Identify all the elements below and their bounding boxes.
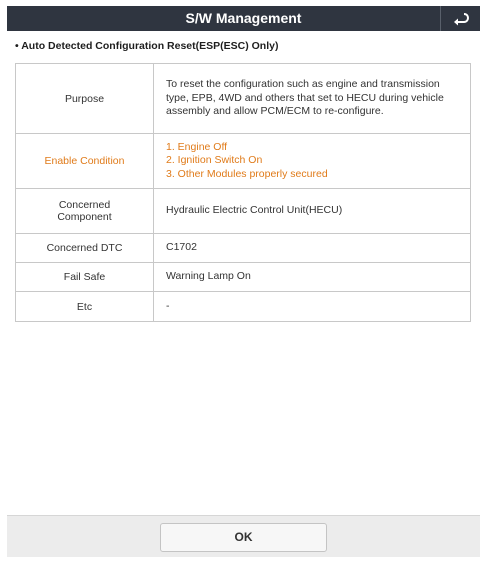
enable-condition-item: 1. Engine Off	[166, 140, 228, 153]
concerned-component-label-line2: Component	[57, 211, 112, 223]
table-row-fail-safe	[16, 263, 471, 292]
return-arrow-icon	[452, 12, 470, 26]
enable-condition-value	[154, 134, 471, 189]
footer-bar	[7, 515, 480, 557]
fail-safe-value: Warning Lamp On	[154, 263, 471, 292]
table-row-purpose	[16, 64, 471, 134]
fail-safe-label: Fail Safe	[16, 263, 154, 292]
enable-condition-item: 3. Other Modules properly secured	[166, 167, 328, 180]
concerned-component-value: Hydraulic Electric Control Unit(HECU)	[154, 189, 471, 234]
page-title: S/W Management	[185, 10, 302, 26]
table-row-enable-condition	[16, 134, 471, 189]
concerned-component-label	[16, 189, 154, 234]
back-button[interactable]	[440, 6, 480, 31]
enable-condition-item: 2. Ignition Switch On	[166, 154, 263, 167]
table-row-concerned-component	[16, 189, 471, 234]
concerned-component-label-line1: Concerned	[58, 199, 111, 211]
purpose-value: To reset the configuration such as engine and transmission type, EPB, 4WD and others that set to HECU during vehicle assembly and allow PCM/ECM to re-configure.	[154, 64, 471, 134]
info-table	[15, 63, 471, 322]
enable-condition-label: Enable Condition	[16, 134, 154, 189]
purpose-label: Purpose	[16, 64, 154, 134]
ok-button[interactable]: OK	[160, 523, 327, 552]
concerned-dtc-label: Concerned DTC	[16, 234, 154, 263]
title-bar	[7, 6, 480, 31]
etc-value: -	[154, 292, 471, 322]
etc-label: Etc	[16, 292, 154, 322]
section-subtitle: • Auto Detected Configuration Reset(ESP(ESC) Only)	[15, 40, 279, 52]
table-row-concerned-dtc	[16, 234, 471, 263]
concerned-dtc-value: C1702	[154, 234, 471, 263]
table-row-etc	[16, 292, 471, 322]
